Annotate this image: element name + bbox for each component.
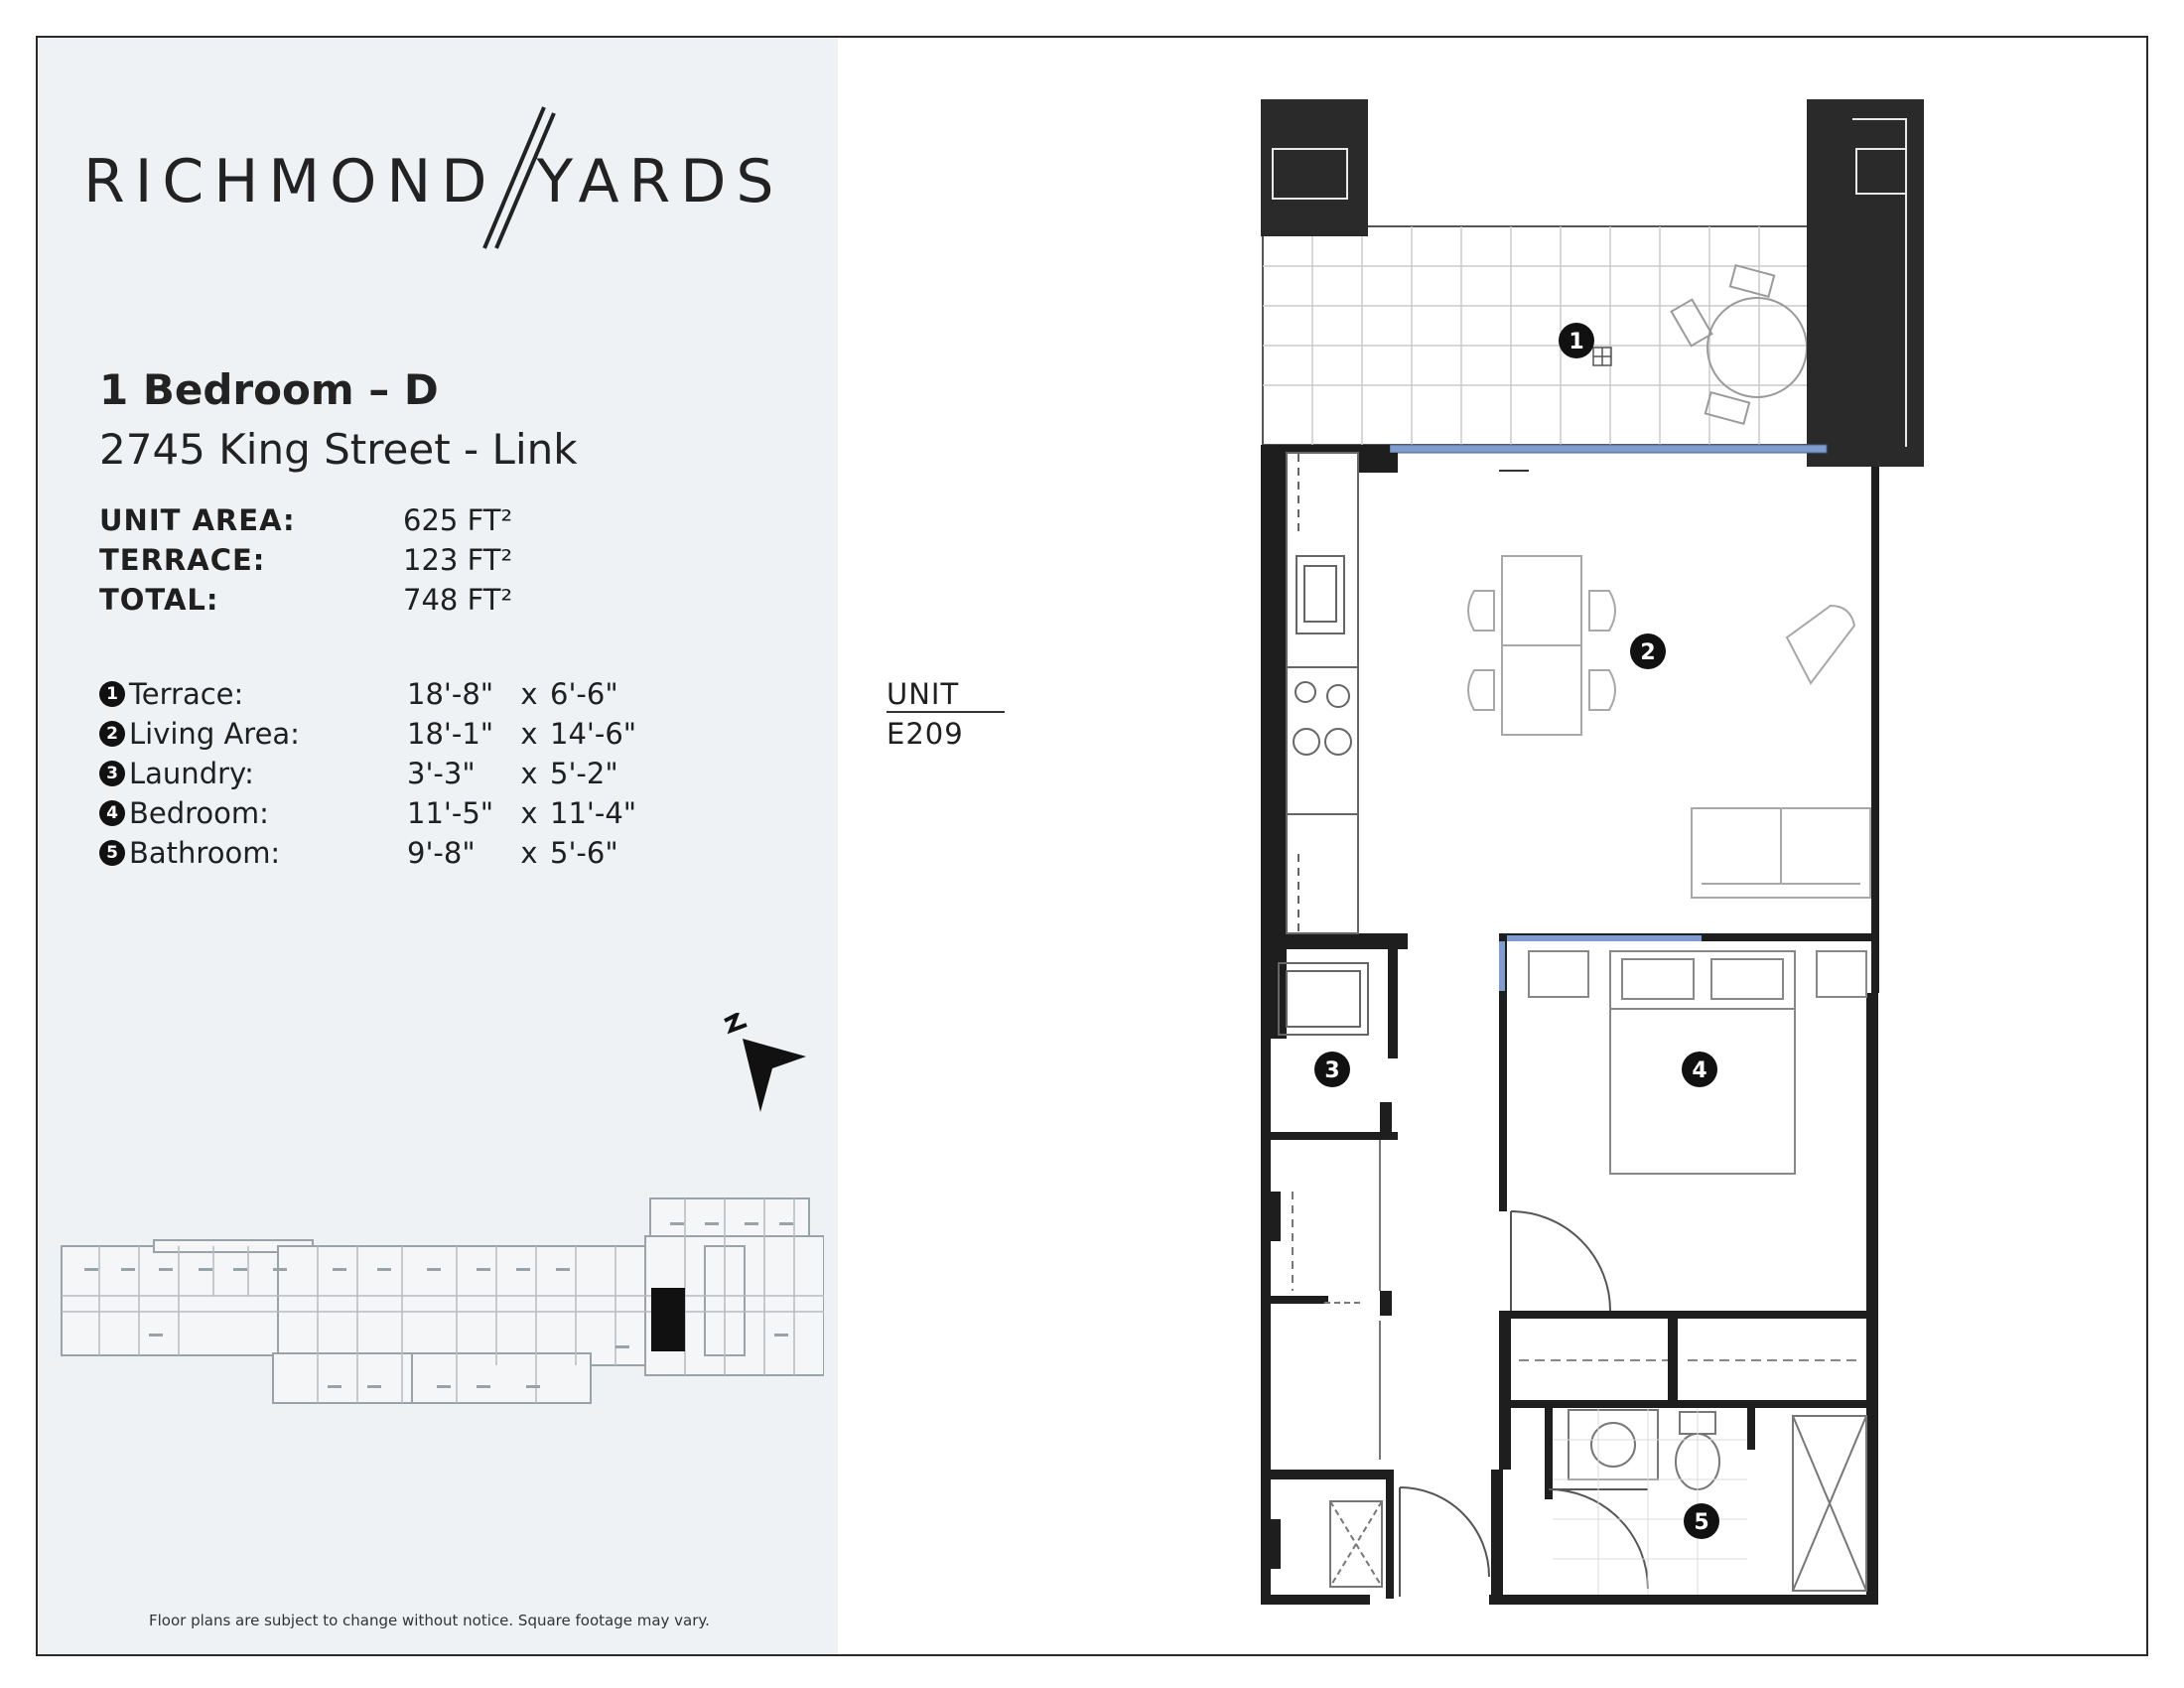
- laundry: [1279, 963, 1368, 1035]
- room-name: Bedroom:: [129, 796, 269, 830]
- svg-text:3: 3: [1324, 1058, 1340, 1083]
- area-value: 625 FT²: [403, 503, 513, 537]
- unit-tag-title: UNIT: [887, 677, 1005, 713]
- area-label: TERRACE:: [99, 543, 266, 577]
- north-arrow-icon: [721, 1013, 816, 1116]
- room-row: [99, 714, 636, 754]
- key-plan-diagram: [60, 1196, 824, 1410]
- room-number-badge: 4: [99, 800, 125, 826]
- room-row: [99, 754, 636, 793]
- room-dim-2: 6'-6": [550, 677, 618, 711]
- room-row: [99, 674, 636, 714]
- room-by: x: [520, 836, 538, 870]
- room-by: x: [520, 677, 538, 711]
- room-dimensions: [99, 674, 636, 873]
- room-dim-1: 9'-8": [407, 836, 476, 870]
- room-number-badge: 3: [99, 761, 125, 786]
- area-label: TOTAL:: [99, 583, 219, 617]
- room-badge-2: [1630, 633, 1666, 669]
- bathroom-fixtures: [1569, 1410, 1866, 1591]
- svg-text:5: 5: [1694, 1510, 1709, 1535]
- room-dim-2: 5'-6": [550, 836, 618, 870]
- room-dim-1: 18'-8": [407, 677, 494, 711]
- brand-left: RICHMOND: [83, 147, 497, 216]
- room-number-badge: 1: [99, 681, 125, 707]
- unit-title: 1 Bedroom – D: [99, 365, 439, 414]
- room-by: x: [520, 796, 538, 830]
- room-name: Terrace:: [129, 677, 244, 711]
- room-row: [99, 833, 636, 873]
- area-label: UNIT AREA:: [99, 503, 296, 537]
- brand-logo: [83, 147, 784, 216]
- room-number-badge: 5: [99, 840, 125, 866]
- area-value: 123 FT²: [403, 543, 513, 577]
- room-number-badge: 2: [99, 721, 125, 747]
- room-badge-1: [1559, 323, 1594, 358]
- brand-right: YARDS: [536, 147, 784, 216]
- room-badge-3: [1314, 1052, 1350, 1087]
- area-row: [99, 500, 512, 540]
- room-dim-1: 11'-5": [407, 796, 494, 830]
- room-dim-1: 3'-3": [407, 757, 476, 790]
- room-row: [99, 793, 636, 833]
- walls: [1261, 445, 1879, 1605]
- area-row: [99, 540, 512, 580]
- room-dim-2: 14'-6": [550, 717, 637, 751]
- svg-text:1: 1: [1569, 330, 1584, 354]
- room-badge-4: [1682, 1052, 1717, 1087]
- room-badge-5: [1684, 1503, 1719, 1539]
- floor-plan: [1251, 99, 1946, 1609]
- kitchen: [1287, 453, 1358, 933]
- area-summary: [99, 500, 512, 620]
- closets: [1293, 1140, 1382, 1587]
- logo-slash-icon: [477, 103, 556, 252]
- svg-text:4: 4: [1692, 1058, 1707, 1083]
- room-dim-2: 5'-2": [550, 757, 618, 790]
- room-by: x: [520, 757, 538, 790]
- room-dim-2: 11'-4": [550, 796, 637, 830]
- svg-text:2: 2: [1640, 640, 1656, 665]
- unit-address: 2745 King Street - Link: [99, 425, 578, 474]
- living-furniture: [1468, 556, 1870, 898]
- room-name: Bathroom:: [129, 836, 281, 870]
- room-name: Living Area:: [129, 717, 300, 751]
- disclaimer-text: Floor plans are subject to change without notice. Square footage may vary.: [149, 1612, 710, 1629]
- room-by: x: [520, 717, 538, 751]
- area-value: 748 FT²: [403, 583, 513, 617]
- room-dim-1: 18'-1": [407, 717, 494, 751]
- room-name: Laundry:: [129, 757, 254, 790]
- bedroom-furniture: [1519, 951, 1866, 1360]
- area-row: [99, 580, 512, 620]
- unit-tag: [887, 677, 1005, 751]
- key-plan-unit-highlight: [651, 1288, 685, 1351]
- unit-tag-value: E209: [887, 717, 964, 751]
